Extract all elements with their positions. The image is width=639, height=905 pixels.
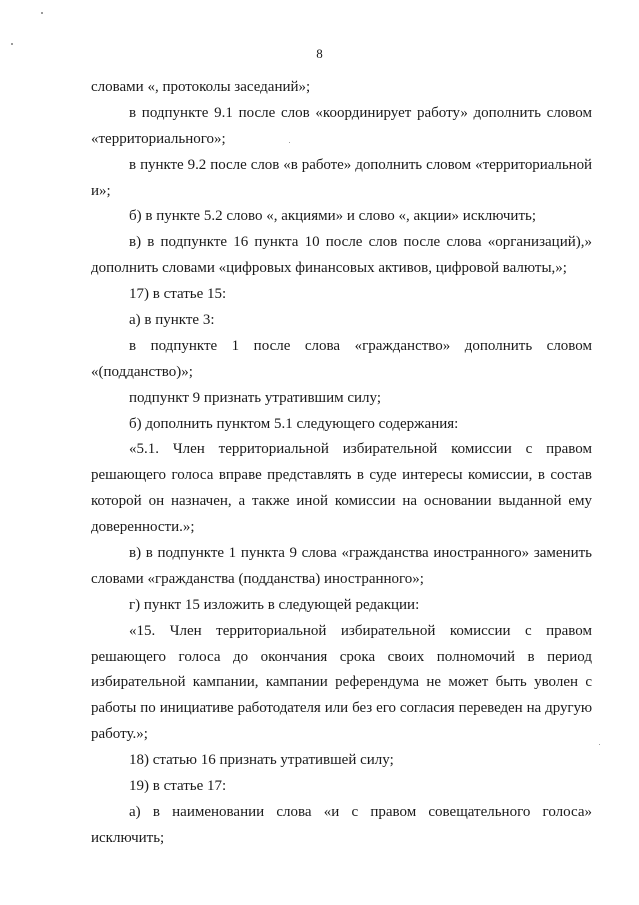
text-line: б) дополнить пунктом 5.1 следующего содержания: xyxy=(129,415,459,432)
text-line: б) в пункте 5.2 слово «, акциями» и слово «, акции» исключить; xyxy=(129,208,537,225)
scan-speck xyxy=(41,12,43,14)
document-body xyxy=(91,75,592,852)
text-line: «территориального»; xyxy=(91,130,226,147)
text-line: решающего голоса до окончания срока своих полномочий в период xyxy=(91,648,592,665)
text-line: 18) статью 16 признать утратившей силу; xyxy=(129,752,394,769)
text-line: 19) в статье 17: xyxy=(129,778,227,795)
text-line: «(подданство)»; xyxy=(91,363,193,380)
text-line: работы по инициативе работодателя или без его согласия переведен на другую xyxy=(91,700,592,717)
text-line: в) в подпункте 16 пункта 10 после слов после слова «организаций),» xyxy=(129,234,592,251)
scan-speck xyxy=(11,43,13,45)
text-line: словами «, протоколы заседаний»; xyxy=(91,79,311,95)
text-line: в пункте 9.2 после слов «в работе» дополнить словом «территориальной xyxy=(129,156,592,173)
text-line: решающего голоса вправе представлять в суде интересы комиссии, в состав xyxy=(91,467,592,484)
text-line: доверенности.»; xyxy=(91,519,195,536)
text-line: «15. Член территориальной избирательной комиссии с правом xyxy=(129,622,592,639)
text-line: словами «гражданства (подданства) иностранного»; xyxy=(91,570,424,587)
text-line: подпункт 9 признать утратившим силу; xyxy=(129,389,381,406)
text-line: а) в пункте 3: xyxy=(129,312,215,329)
text-line: 17) в статье 15: xyxy=(129,286,227,303)
text-line: исключить; xyxy=(91,829,165,846)
text-line: в подпункте 9.1 после слов «координирует работу» дополнить словом xyxy=(129,104,592,121)
text-line: в подпункте 1 после слова «гражданство» дополнить словом xyxy=(129,337,592,354)
scan-speck xyxy=(599,744,600,745)
text-line: и»; xyxy=(91,182,111,199)
text-line: избирательной кампании, кампании референдума не может быть уволен с xyxy=(91,674,592,691)
page-number: 8 xyxy=(316,46,323,61)
text-line: работу.»; xyxy=(91,726,148,743)
text-line: г) пункт 15 изложить в следующей редакции: xyxy=(129,596,420,613)
text-line: а) в наименовании слова «и с правом совещательного голоса» xyxy=(129,803,592,820)
text-line: дополнить словами «цифровых финансовых активов, цифровой валюты,»; xyxy=(91,260,567,277)
text-line: «5.1. Член территориальной избирательной комиссии с правом xyxy=(129,441,592,458)
text-line: в) в подпункте 1 пункта 9 слова «гражданства иностранного» заменить xyxy=(129,545,592,562)
text-line: которой он назначен, а также иной комиссии на основании выданной ему xyxy=(91,493,592,510)
